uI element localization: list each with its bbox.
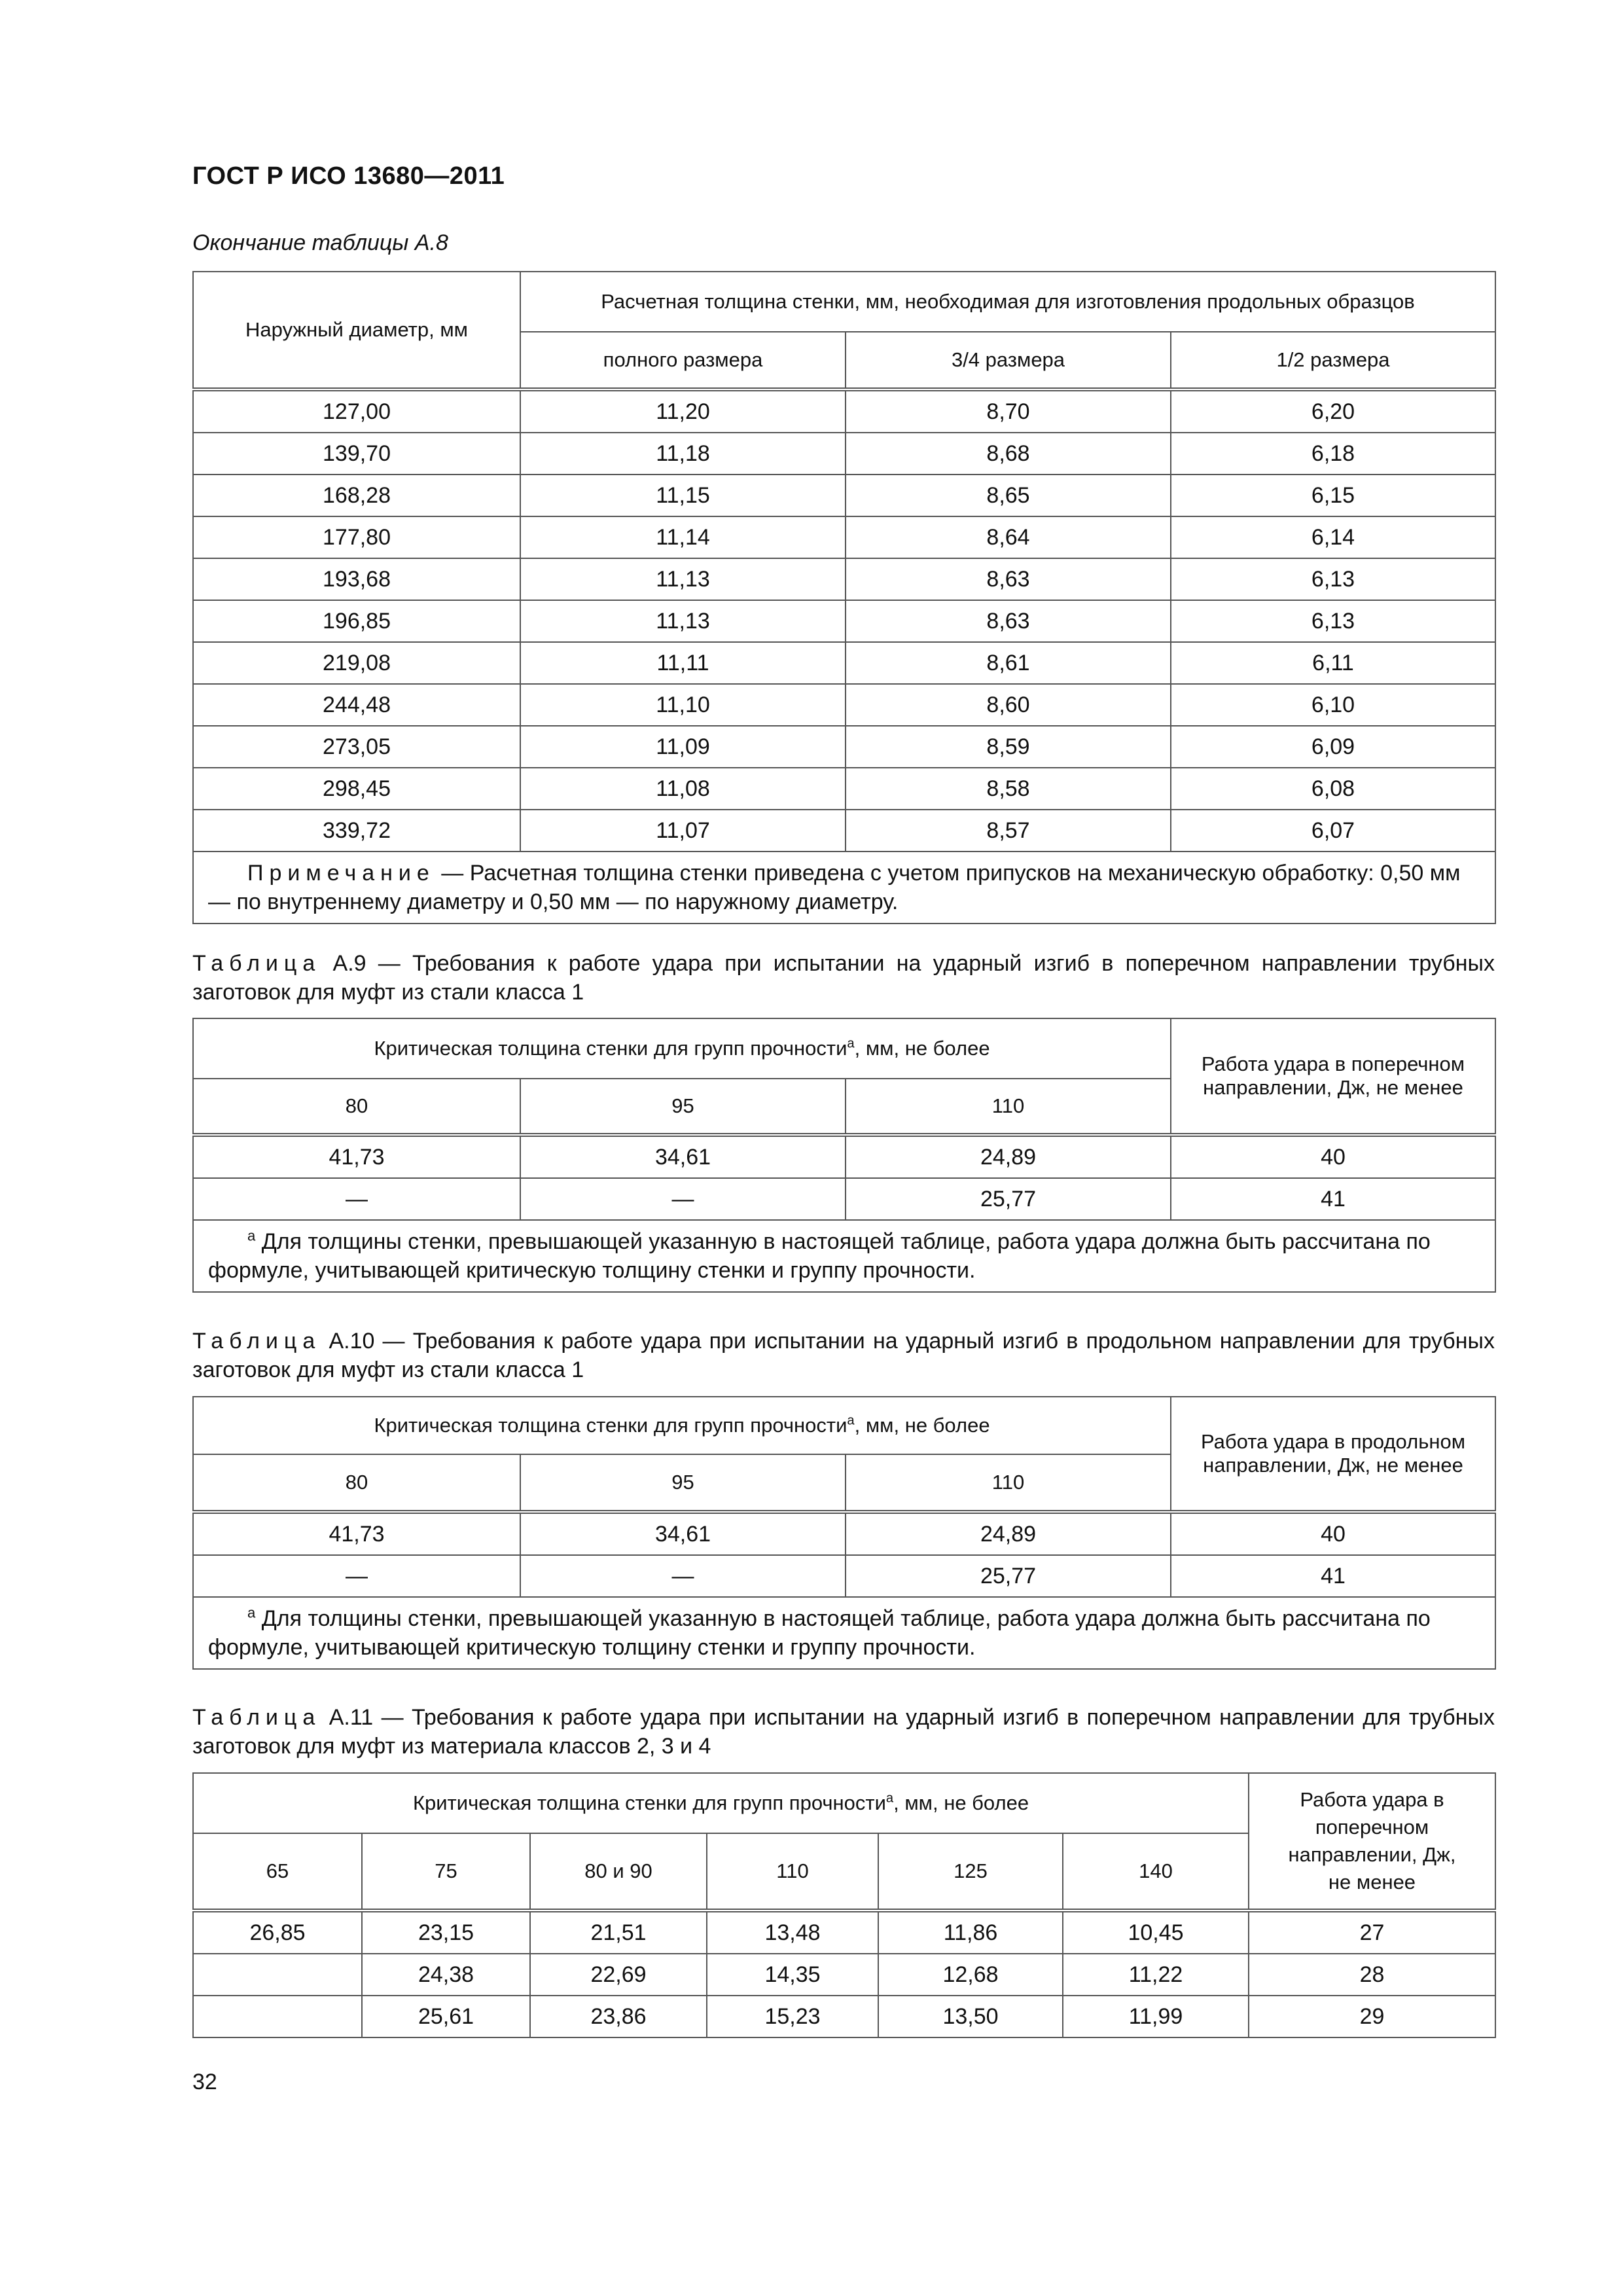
table-row [193,768,1495,810]
col-header-diameter: Наружный диаметр, мм [193,272,520,389]
caption-text: А.10 — Требования к работе удара при испытании на ударный изгиб в продольном направлении для трубных заготовок для муфт из стали класса 1 [192,1329,1495,1382]
cell: 273,05 [193,726,520,768]
table-row [193,1954,1495,1996]
cell: 8,61 [846,642,1171,684]
header-text: Критическая толщина стенки для групп прочности [374,1037,847,1060]
cell: 11,07 [520,810,846,852]
cell: 25,61 [362,1996,530,2037]
caption-text: А.9 — Требования к работе удара при испытании на ударный изгиб в поперечном направлении трубных заготовок для муфт из стали класса 1 [192,951,1495,1005]
cell: 244,48 [193,684,520,726]
cell: 41 [1171,1555,1495,1597]
footnote-text: Для толщины стенки, превышающей указанную в настоящей таблице, работа удара должна быть рассчитана по формуле, учитывающей критическую толщину стенки и группу прочности. [208,1229,1431,1283]
cell: — [520,1178,846,1220]
cell: 12,68 [878,1954,1063,1996]
table-a9-caption [192,949,1495,1007]
cell: 40 [1171,1135,1495,1178]
cell: 28 [1249,1954,1495,1996]
cell: 168,28 [193,475,520,516]
table-row [193,810,1495,852]
cell: 8,57 [846,810,1171,852]
cell: 11,13 [520,600,846,642]
table-row [193,726,1495,768]
table-row [193,1910,1495,1954]
footnote-mark: a [247,1227,256,1244]
col-header-group: 80 и 90 [530,1833,707,1910]
cell: 21,51 [530,1910,707,1954]
cell: 127,00 [193,389,520,433]
cell: 24,89 [846,1135,1171,1178]
col-header-group: 110 [707,1833,878,1910]
cell: 24,38 [362,1954,530,1996]
col-header-impact-work: Работа удара в поперечном направлении, Дж, не менее [1171,1018,1495,1135]
cell: 339,72 [193,810,520,852]
table-row [193,516,1495,558]
header-text-tail: , мм, не более [854,1037,990,1060]
cell: 8,59 [846,726,1171,768]
cell: 6,09 [1171,726,1495,768]
table-label: Таблица [192,1705,321,1730]
col-header-group: 95 [520,1079,846,1135]
table-note [193,852,1495,924]
col-header-wall-thickness: Расчетная толщина стенки, мм, необходимая для изготовления продольных образцов [520,272,1495,332]
cell: — [193,1178,520,1220]
table-label: Таблица [192,1329,321,1354]
cell: 6,10 [1171,684,1495,726]
cell: 11,86 [878,1910,1063,1954]
cell: 8,63 [846,558,1171,600]
cell: — [193,1555,520,1597]
cell: 11,18 [520,433,846,475]
footnote-text: Для толщины стенки, превышающей указанную в настоящей таблице, работа удара должна быть рассчитана по формуле, учитывающей критическую толщину стенки и группу прочности. [208,1606,1431,1660]
cell: 6,07 [1171,810,1495,852]
cell: 8,68 [846,433,1171,475]
cell: 23,15 [362,1910,530,1954]
table-row [193,433,1495,475]
cell: 22,69 [530,1954,707,1996]
note-text: — Расчетная толщина стенки приведена с учетом припусков на механическую обработку: 0,50 мм — по внутреннему диаметру и 0,50 мм — по наружному диаметру. [208,861,1461,914]
cell: 26,85 [193,1910,362,1954]
cell: 219,08 [193,642,520,684]
cell: 27 [1249,1910,1495,1954]
cell: 11,14 [520,516,846,558]
footnote-mark: a [847,1413,855,1428]
table-label: Таблица [192,951,321,976]
col-header-group: 140 [1063,1833,1249,1910]
cell: 8,64 [846,516,1171,558]
table-row [193,475,1495,516]
table-row [193,1512,1495,1555]
table-a11-caption [192,1703,1495,1761]
header-text: Критическая толщина стенки для групп прочности [374,1414,847,1437]
header-text: Критическая толщина стенки для групп прочности [412,1791,886,1814]
cell: 8,63 [846,600,1171,642]
cell: 11,20 [520,389,846,433]
cell: 8,70 [846,389,1171,433]
col-header-critical-thickness [193,1773,1249,1833]
col-header-group: 110 [846,1079,1171,1135]
table-row [193,600,1495,642]
col-header-group: 80 [193,1079,520,1135]
table-row [193,1135,1495,1178]
cell: 6,20 [1171,389,1495,433]
cell: 196,85 [193,600,520,642]
cell: 8,58 [846,768,1171,810]
cell: 11,09 [520,726,846,768]
cell: 6,13 [1171,558,1495,600]
table-a10-caption [192,1327,1495,1384]
cell: 25,77 [846,1178,1171,1220]
table-a9 [192,1018,1496,1293]
cell: 34,61 [520,1135,846,1178]
table-row [193,558,1495,600]
footnote-mark: a [847,1036,855,1051]
cell: 11,13 [520,558,846,600]
table-row [193,1555,1495,1597]
col-header-impact-work: Работа удара в продольном направлении, Дж, не менее [1171,1397,1495,1512]
cell: 13,50 [878,1996,1063,2037]
table-row [193,684,1495,726]
col-header-impact-work: Работа удара в поперечном направлении, Дж, не менее [1249,1773,1495,1910]
cell: 6,13 [1171,600,1495,642]
cell: 11,11 [520,642,846,684]
cell: 193,68 [193,558,520,600]
cell: 10,45 [1063,1910,1249,1954]
cell: 11,10 [520,684,846,726]
cell [193,1954,362,1996]
table-row [193,1178,1495,1220]
table-a8 [192,271,1496,924]
table-a10 [192,1396,1496,1670]
table-footnote [193,1597,1495,1669]
cell: 15,23 [707,1996,878,2037]
cell: 298,45 [193,768,520,810]
header-text-tail: , мм, не более [893,1791,1029,1814]
cell: — [520,1555,846,1597]
cell: 14,35 [707,1954,878,1996]
cell: 34,61 [520,1512,846,1555]
cell: 6,18 [1171,433,1495,475]
cell: 40 [1171,1512,1495,1555]
cell: 11,15 [520,475,846,516]
cell: 11,22 [1063,1954,1249,1996]
col-header-critical-thickness [193,1397,1171,1454]
col-header-three-quarter-size: 3/4 размера [846,332,1171,389]
table-a11 [192,1772,1496,2038]
note-label: Примечание [247,861,435,886]
col-header-critical-thickness [193,1018,1171,1079]
table-row [193,389,1495,433]
col-header-group: 80 [193,1454,520,1512]
cell: 8,60 [846,684,1171,726]
cell: 6,08 [1171,768,1495,810]
document-header: ГОСТ Р ИСО 13680—2011 [192,162,505,190]
col-header-group: 65 [193,1833,362,1910]
cell: 8,65 [846,475,1171,516]
table-row [193,642,1495,684]
cell: 25,77 [846,1555,1171,1597]
col-header-half-size: 1/2 размера [1171,332,1495,389]
col-header-group: 95 [520,1454,846,1512]
cell: 24,89 [846,1512,1171,1555]
col-header-group: 75 [362,1833,530,1910]
cell: 6,11 [1171,642,1495,684]
cell: 29 [1249,1996,1495,2037]
cell [193,1996,362,2037]
cell: 41 [1171,1178,1495,1220]
footnote-mark: a [247,1604,256,1621]
cell: 177,80 [193,516,520,558]
table-footnote [193,1220,1495,1292]
cell: 6,15 [1171,475,1495,516]
header-text-tail: , мм, не более [854,1414,990,1437]
cell: 23,86 [530,1996,707,2037]
cell: 41,73 [193,1135,520,1178]
caption-text: А.11 — Требования к работе удара при испытании на ударный изгиб в поперечном направлении для трубных заготовок для муфт из материала классов 2, 3 и 4 [192,1705,1495,1759]
col-header-group: 110 [846,1454,1171,1512]
col-header-group: 125 [878,1833,1063,1910]
cell: 13,48 [707,1910,878,1954]
col-header-full-size: полного размера [520,332,846,389]
footnote-mark: a [885,1791,894,1806]
cell: 41,73 [193,1512,520,1555]
table-continuation-caption: Окончание таблицы А.8 [192,230,448,255]
table-row [193,1996,1495,2037]
cell: 139,70 [193,433,520,475]
cell: 6,14 [1171,516,1495,558]
cell: 11,08 [520,768,846,810]
page-number: 32 [192,2070,217,2094]
cell: 11,99 [1063,1996,1249,2037]
